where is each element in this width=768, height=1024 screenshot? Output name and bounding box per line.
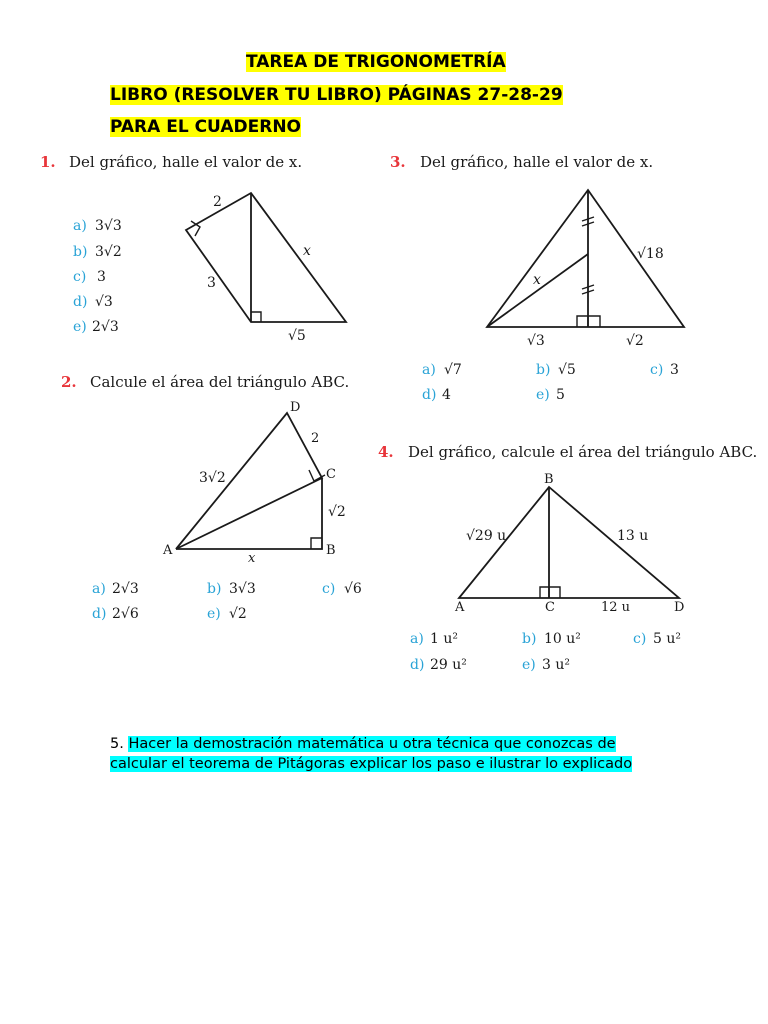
p2-label-C: C bbox=[326, 467, 336, 482]
p1-option-b-letter: b) bbox=[73, 244, 88, 260]
p2-option-a-letter: a) bbox=[92, 581, 106, 597]
p3-option-a-letter: a) bbox=[422, 362, 436, 378]
p2-option-c-value: √6 bbox=[344, 581, 362, 597]
p2-option-d-value: 2√6 bbox=[112, 606, 139, 622]
p2-option-a-value: 2√3 bbox=[112, 581, 139, 597]
p4-option-b-letter: b) bbox=[522, 631, 537, 647]
p2-option-e-letter: e) bbox=[207, 606, 221, 622]
p2-label-B: B bbox=[326, 543, 336, 558]
problem-1-number: 1. bbox=[40, 153, 56, 171]
p3-label-sqrt3: √3 bbox=[527, 333, 545, 349]
problem-3-diagram bbox=[487, 190, 684, 349]
problem-4-options bbox=[410, 631, 681, 673]
p1-label-x: x bbox=[303, 243, 311, 259]
p3-option-b-letter: b) bbox=[536, 362, 551, 378]
problem-3 bbox=[390, 153, 684, 403]
problem-1-prompt: Del gráfico, halle el valor de x. bbox=[69, 153, 303, 171]
problem-4-prompt: Del gráfico, calcule el área del triángulo ABC. bbox=[408, 443, 758, 461]
p1-label-side-3: 3 bbox=[207, 275, 216, 291]
book-pages-text: LIBRO (RESOLVER TU LIBRO) PÁGINAS 27-28-29 bbox=[110, 85, 563, 105]
p4-option-a-value: 1 u² bbox=[430, 631, 458, 647]
p1-option-b-value: 3√2 bbox=[95, 244, 122, 260]
p1-label-sqrt5: √5 bbox=[288, 328, 306, 344]
problem-2-diagram bbox=[162, 400, 346, 566]
p4-label-C: C bbox=[545, 600, 555, 615]
p4-label-13u: 13 u bbox=[617, 528, 649, 544]
p1-option-c-letter: c) bbox=[73, 269, 87, 285]
p1-option-e-letter: e) bbox=[73, 319, 87, 335]
p1-option-a-letter: a) bbox=[73, 218, 87, 234]
p2-label-side-2: 2 bbox=[311, 431, 320, 446]
problem-1-options bbox=[73, 218, 122, 335]
p4-option-e-value: 3 u² bbox=[542, 657, 570, 673]
p4-option-e-letter: e) bbox=[522, 657, 536, 673]
p3-option-b-value: √5 bbox=[558, 362, 576, 378]
question-5-text: Hacer la demostración matemática u otra técnica que conozcas de calcular el teorema de Pitágoras explicar los paso e ilustrar lo explicado bbox=[110, 736, 633, 772]
p2-option-e-value: √2 bbox=[229, 606, 247, 622]
p4-label-D: D bbox=[674, 600, 685, 615]
p2-option-c-letter: c) bbox=[322, 581, 336, 597]
notebook-text: PARA EL CUADERNO bbox=[110, 117, 301, 137]
problem-3-prompt: Del gráfico, halle el valor de x. bbox=[420, 153, 654, 171]
problem-4-number: 4. bbox=[378, 443, 394, 461]
problem-1-diagram bbox=[186, 193, 346, 344]
p4-option-c-letter: c) bbox=[633, 631, 647, 647]
p4-option-b-value: 10 u² bbox=[544, 631, 581, 647]
p3-label-sqrt2: √2 bbox=[626, 333, 644, 349]
problem-4-diagram bbox=[454, 472, 684, 615]
p4-option-d-value: 29 u² bbox=[430, 657, 467, 673]
p2-option-b-letter: b) bbox=[207, 581, 222, 597]
problem-2 bbox=[61, 373, 362, 622]
question-5 bbox=[110, 734, 670, 774]
p3-option-c-letter: c) bbox=[650, 362, 664, 378]
p3-label-sqrt18: √18 bbox=[637, 246, 664, 262]
problem-2-prompt: Calcule el área del triángulo ABC. bbox=[90, 373, 350, 391]
p2-option-b-value: 3√3 bbox=[229, 581, 256, 597]
problem-2-options bbox=[92, 581, 362, 622]
p4-option-a-letter: a) bbox=[410, 631, 424, 647]
p2-label-A: A bbox=[163, 543, 173, 558]
p1-option-c-value: 3 bbox=[97, 269, 106, 285]
p1-option-e-value: 2√3 bbox=[92, 319, 119, 335]
p3-option-c-value: 3 bbox=[670, 362, 679, 378]
p3-option-e-letter: e) bbox=[536, 387, 550, 403]
p1-option-a-value: 3√3 bbox=[95, 218, 122, 234]
p1-option-d-value: √3 bbox=[95, 294, 113, 310]
p4-option-c-value: 5 u² bbox=[653, 631, 681, 647]
problem-2-number: 2. bbox=[61, 373, 77, 391]
problem-3-number: 3. bbox=[390, 153, 406, 171]
p4-option-d-letter: d) bbox=[410, 657, 425, 673]
p3-option-e-value: 5 bbox=[556, 387, 565, 403]
problem-4 bbox=[378, 443, 757, 673]
p2-label-3sqrt2: 3√2 bbox=[199, 470, 226, 486]
p4-label-B: B bbox=[544, 472, 554, 487]
p3-option-a-value: √7 bbox=[444, 362, 462, 378]
p2-label-sqrt2: √2 bbox=[328, 504, 346, 520]
problem-3-options bbox=[422, 362, 679, 403]
p3-label-x: x bbox=[533, 272, 541, 288]
p2-label-x: x bbox=[248, 551, 256, 566]
p4-label-A: A bbox=[455, 600, 465, 615]
p3-option-d-value: 4 bbox=[442, 387, 451, 403]
p3-option-d-letter: d) bbox=[422, 387, 437, 403]
p1-label-side-2: 2 bbox=[213, 194, 222, 210]
p4-label-12u: 12 u bbox=[601, 600, 631, 615]
p1-option-d-letter: d) bbox=[73, 294, 88, 310]
p2-label-D: D bbox=[290, 400, 301, 415]
problem-1 bbox=[40, 153, 346, 344]
p2-option-d-letter: d) bbox=[92, 606, 107, 622]
question-5-number: 5. bbox=[110, 736, 129, 752]
p4-label-sqrt29: √29 u bbox=[466, 528, 507, 544]
title-text: TAREA DE TRIGONOMETRÍA bbox=[246, 52, 506, 72]
